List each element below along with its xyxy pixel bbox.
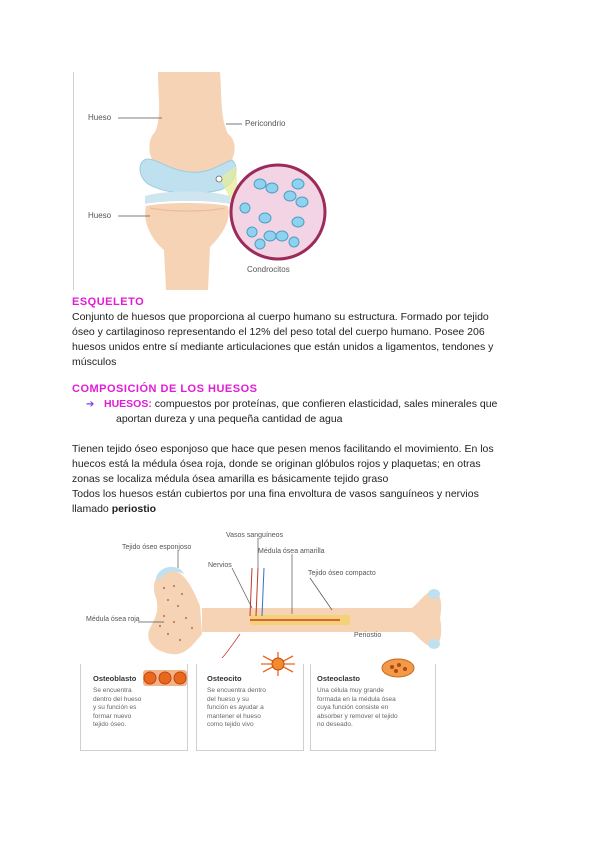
label-medula-roja: Médula ósea roja (86, 616, 140, 623)
label-hueso-top: Hueso (88, 113, 112, 122)
bullet-line-2: aportan dureza y una pequeña cantidad de agua (116, 413, 343, 425)
paragraph-line: óseo y cartilaginoso representando el 12% del peso total del cuerpo humano. Posee 206 (72, 326, 485, 338)
paragraph-line: músculos (72, 356, 117, 368)
section-heading-esqueleto: ESQUELETO (72, 296, 145, 308)
card-description: Se encuentra dentro del hueso y su función es formar nuevo tejido óseo. (93, 687, 142, 729)
label-tejido-compacto: Tejido óseo compacto (308, 570, 376, 577)
card-description: Se encuentra dentro del hueso y su función es ayudar a mantener el hueso como tejido vivo (207, 687, 266, 729)
paragraph-line: Tienen tejido óseo esponjoso que hace que pesen menos facilitando el movimiento. En los (72, 443, 494, 455)
paragraph-line: Todos los huesos están cubiertos por una fina envoltura de vasos sanguíneos y nervios (72, 488, 479, 500)
knee-illustration (70, 72, 340, 290)
bullet-line-1 (86, 397, 544, 412)
knee-figure (70, 72, 340, 290)
paragraph-line: huecos está la médula ósea roja, donde se originan glóbulos rojos y plaquetas; en otras (72, 458, 481, 470)
label-pericondrio: Pericondrio (245, 119, 286, 128)
section3-paragraph (72, 442, 542, 517)
bone-figure (80, 528, 520, 658)
osteocyte-cell-icon (261, 652, 295, 676)
label-condrocitos: Condrocitos (247, 265, 290, 274)
section-heading-composicion: COMPOSICIÓN DE LOS HUESOS (72, 383, 258, 395)
label-hueso-bottom: Hueso (88, 211, 112, 220)
label-nervios: Nervios (208, 562, 232, 569)
paragraph-line: Conjunto de huesos que proporciona al cuerpo humano su estructura. Formado por tejido (72, 311, 489, 323)
card-osteoblasto (80, 664, 188, 751)
paragraph-line-last: llamado periostio (72, 503, 157, 515)
section1-paragraph (72, 310, 542, 370)
card-description: Una célula muy grande formada en la médula ósea cuya función consiste en absorber y remover el tejido no deseado. (317, 687, 398, 729)
bullet-item-huesos (86, 397, 544, 427)
label-medula-amarilla: Médula ósea amarilla (258, 548, 325, 555)
card-osteoclasto (310, 664, 436, 751)
label-tejido-esponjoso: Tejido óseo esponjoso (122, 544, 192, 551)
paragraph-line: zonas se localiza médula ósea amarilla es básicamente tejido graso (72, 473, 389, 485)
bullet-text: compuestos por proteínas, que confieren elasticidad, sales minerales que (151, 398, 498, 410)
label-periostio: Periostio (354, 632, 382, 639)
osteoblast-cells-icon (143, 670, 187, 686)
card-title: Osteoclasto (317, 674, 360, 683)
card-osteocito (196, 664, 304, 751)
paragraph-line: huesos unidos entre sí mediante articulaciones que están unidos a ligamentos, tendones y (72, 341, 494, 353)
osteoclast-cell-icon (381, 658, 415, 678)
bullet-term: HUESOS: (104, 398, 152, 410)
label-vasos-sanguineos: Vasos sanguíneos (226, 532, 284, 539)
term-periostio: periostio (111, 503, 157, 515)
card-title: Osteocito (207, 674, 242, 683)
card-title: Osteoblasto (93, 674, 137, 683)
arrow-bullet-icon: ➔ (86, 399, 95, 410)
